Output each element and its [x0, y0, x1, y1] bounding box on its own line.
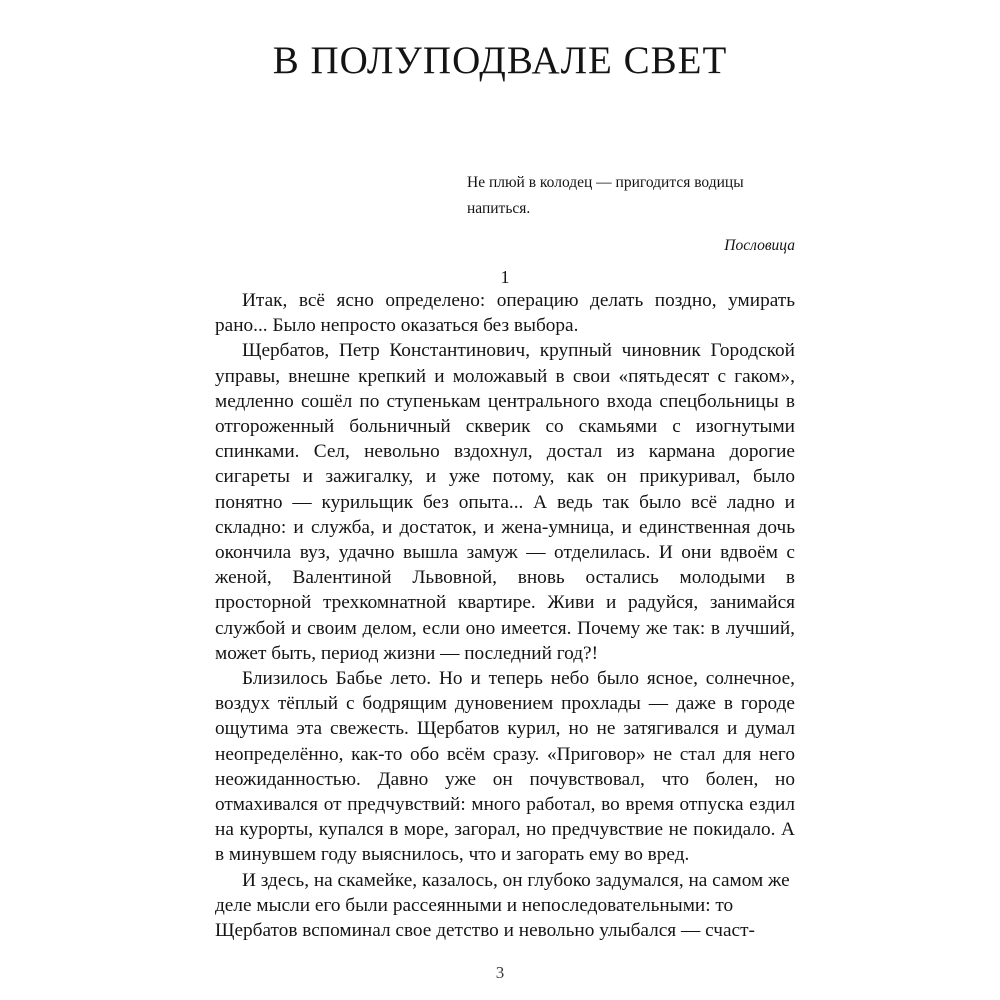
- epigraph: [467, 170, 795, 259]
- body-copy: [215, 288, 795, 943]
- epigraph-source: Пословица: [724, 237, 795, 254]
- chapter-title: В ПОЛУПОДВАЛЕ СВЕТ: [272, 39, 728, 83]
- paragraph: Итак, всё ясно определено: операцию делать поздно, умирать рано... Было непросто оказаться без выбора.: [215, 290, 795, 337]
- section-number: 1: [500, 267, 510, 287]
- paragraph: И здесь, на скамейке, казалось, он глубоко задумался, на самом же деле мысли его были рассеянными и непоследовательными: то Щербатов вспоминал свое детство и невольно улыбался — счаст-: [215, 869, 790, 942]
- paragraph: Щербатов, Петр Константинович, крупный чиновник Городской управы, внешне крепкий и моложавый в свои «пятьдесят с гаком», медленно сошёл по ступенькам центрального входа спецбольницы в отгороженный больничный скверик со скамьями с изогнутыми спинками. Сел, невольно вздохнул, достал из кармана дорогие сигареты и зажигалку, и уже потому, как он прикуривал, было понятно — курильщик без опыта... А ведь так было всё ладно и складно: и служба, и достаток, и жена-умница, и единственная дочь окончила вуз, удачно вышла замуж — отделилась. И они вдвоём с женой, Валентиной Львовной, вновь остались молодыми в просторной трехкомнатной квартире. Живи и радуйся, занимайся службой и своим делом, если оно имеется. Почему же так: в лучший, может быть, период жизни — последний год?!: [215, 340, 795, 664]
- epigraph-text: Не плюй в колодец — пригодится водицы напиться.: [467, 174, 744, 217]
- paragraph: Близилось Бабье лето. Но и теперь небо было ясное, солнечное, воздух тёплый с бодрящим дуновением прохлады — даже в городе ощутима эта свежесть. Щербатов курил, но не затягивался и думал неопределённо, как-то обо всём сразу. «Приговор» не стал для него неожиданностью. Давно уже он почувствовал, что болен, но отмахивался от предчувствий: много работал, во время отпуска ездил на курорты, купался в море, загорал, но предчувствие не покидало. А в минувшем году выяснилось, что и загорать ему во вред.: [215, 668, 795, 866]
- page-number: 3: [495, 963, 505, 982]
